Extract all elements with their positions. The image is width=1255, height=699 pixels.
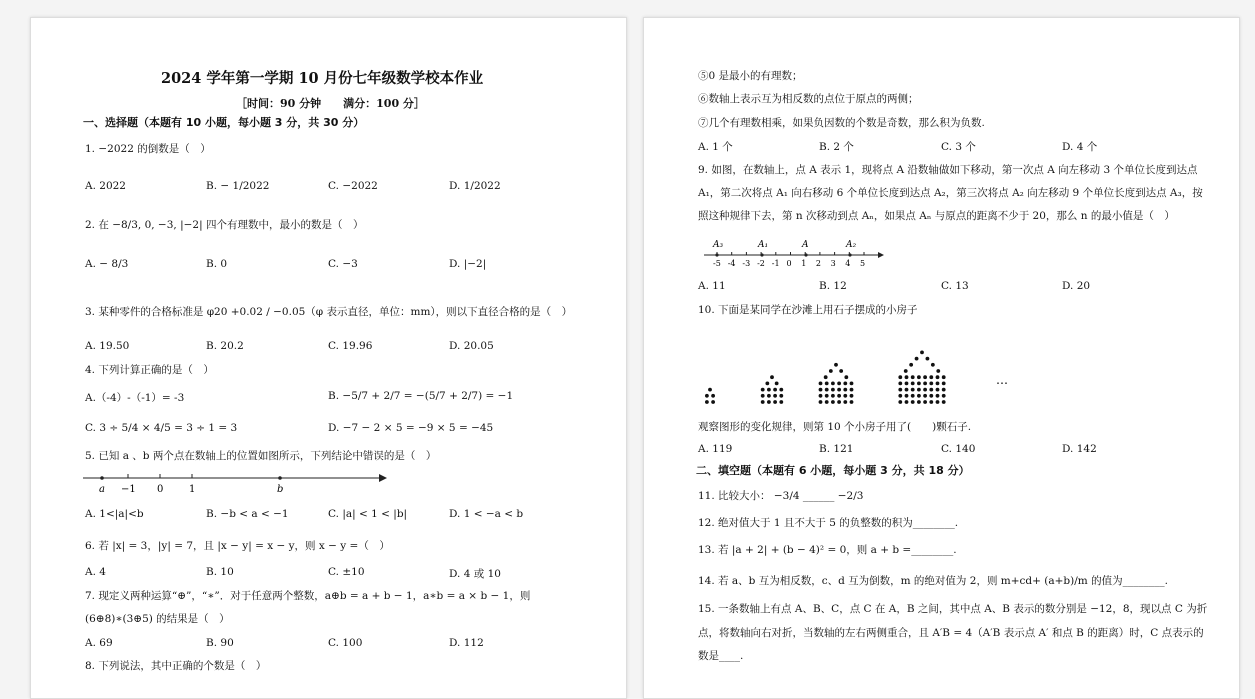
- q9-tick-label: 0: [786, 259, 792, 268]
- stone-dot: [929, 382, 933, 386]
- q3-option-b: B. 20.2: [206, 340, 244, 352]
- stone-dot: [911, 400, 915, 404]
- stone-dot: [837, 394, 841, 398]
- question-9: 9. 如图，在数轴上，点 A 表示 1，现将点 A 沿数轴做如下移动，第一次点 A 向左移动 3 个单位长度到达点: [698, 164, 1198, 176]
- q8-option-b: B. 2 个: [819, 141, 854, 153]
- stone-dot: [767, 400, 771, 404]
- axis-label-b: b: [277, 484, 284, 495]
- stone-dot: [767, 394, 771, 398]
- stone-dot: [923, 388, 927, 392]
- stone-dot: [831, 400, 835, 404]
- q9-tick-label: -2: [757, 259, 765, 268]
- stone-dot: [850, 388, 854, 392]
- point-a2: A₂: [846, 240, 857, 250]
- q9-tick-label: -3: [742, 259, 751, 268]
- axis-label-1: 1: [189, 484, 196, 495]
- stone-dot: [917, 394, 921, 398]
- continuation-dots: …: [996, 373, 1008, 387]
- stone-dot: [829, 369, 833, 373]
- stone-dot: [911, 394, 915, 398]
- q4-option-c: C. 3 ÷ 5/4 × 4/5 = 3 ÷ 1 = 3: [85, 422, 238, 434]
- q1-option-d: D. 1/2022: [449, 180, 501, 192]
- stone-dot: [825, 388, 829, 392]
- q10-stone-houses-figure: [700, 324, 1030, 406]
- stone-dot: [711, 400, 715, 404]
- q7-option-c: C. 100: [328, 637, 363, 649]
- stone-dot: [850, 394, 854, 398]
- stone-dot: [905, 400, 909, 404]
- stone-dot: [819, 394, 823, 398]
- stone-dot: [773, 394, 777, 398]
- q9-tick-label: 3: [830, 259, 836, 268]
- q7-option-a: A. 69: [85, 637, 113, 649]
- stone-dot: [767, 388, 771, 392]
- q9-tick-label: 2: [815, 259, 821, 268]
- stone-dot: [936, 394, 940, 398]
- stone-dot: [911, 388, 915, 392]
- q10-option-b: B. 121: [819, 443, 854, 455]
- stone-dot: [761, 400, 765, 404]
- stone-dot: [911, 382, 915, 386]
- stone-dot: [936, 400, 940, 404]
- q10-option-a: A. 119: [698, 443, 733, 455]
- stone-dot: [898, 375, 902, 379]
- stone-dot: [711, 394, 715, 398]
- stone-dot: [831, 394, 835, 398]
- q1-option-b: B. − 1/2022: [206, 180, 270, 192]
- q10-option-c: C. 140: [941, 443, 976, 455]
- stone-dot: [770, 375, 774, 379]
- question-6: 6. 若 |x| = 3，|y| = 7，且 |x − y| = x − y，则 x − y =（ ）: [85, 540, 390, 552]
- q9-option-a: A. 11: [698, 280, 726, 292]
- stone-dot: [905, 375, 909, 379]
- document-title: 2024 学年第一学期 10 月份七年级数学校本作业: [161, 70, 484, 87]
- q9-option-c: C. 13: [941, 280, 969, 292]
- stone-dot: [905, 382, 909, 386]
- stone-dot: [773, 388, 777, 392]
- q9-number-line: [702, 236, 892, 268]
- stone-dot: [942, 388, 946, 392]
- stone-dot: [775, 382, 779, 386]
- stone-dot: [898, 394, 902, 398]
- q5-number-line: [81, 468, 391, 498]
- q9-tick-label: -4: [727, 259, 736, 268]
- q5-option-c: C. |a| < 1 < |b|: [328, 508, 408, 520]
- question-15-line3: 数是____.: [698, 650, 744, 662]
- question-7-cont: (6⊕8)∗(3⊕5) 的结果是（ ）: [85, 613, 230, 625]
- q6-option-b: B. 10: [206, 566, 234, 578]
- q8-option-d: D. 4 个: [1062, 141, 1098, 153]
- stone-dot: [843, 388, 847, 392]
- q2-option-d: D. |−2|: [449, 258, 487, 270]
- q6-option-d: D. 4 或 10: [449, 568, 501, 580]
- stone-dot: [942, 382, 946, 386]
- stone-dot: [843, 400, 847, 404]
- stone-dot: [915, 357, 919, 361]
- stone-dot: [923, 375, 927, 379]
- q9-tick-label: 4: [845, 259, 851, 268]
- stone-dot: [898, 382, 902, 386]
- q7-option-b: B. 90: [206, 637, 234, 649]
- stone-dot: [825, 382, 829, 386]
- q6-option-a: A. 4: [85, 566, 106, 578]
- stone-dot: [837, 382, 841, 386]
- stone-dot: [929, 388, 933, 392]
- stone-dot: [779, 400, 783, 404]
- stone-dot: [705, 400, 709, 404]
- stone-dot: [708, 388, 712, 392]
- question-15: 15. 一条数轴上有点 A、B、C，点 C 在 A，B 之间，其中点 A、B 表示的数分别是 −12，8，现以点 C 为折: [698, 603, 1208, 615]
- stone-dot: [834, 363, 838, 367]
- stone-dot: [839, 369, 843, 373]
- question-11: 11. 比较大小： −3/4 ______ −2/3: [698, 490, 864, 502]
- section-heading-choice: 一、选择题（本题有 10 小题，每小题 3 分，共 30 分）: [83, 116, 365, 129]
- stone-dot: [843, 394, 847, 398]
- stone-dot: [904, 369, 908, 373]
- q5-option-a: A. 1<|a|<b: [85, 508, 144, 520]
- axis-label-0: 0: [157, 484, 164, 495]
- stone-dot: [705, 394, 709, 398]
- document-page-left: [30, 17, 627, 699]
- stone-dot: [761, 394, 765, 398]
- q4-option-d: D. −7 − 2 × 5 = −9 × 5 = −45: [328, 422, 494, 434]
- stone-dot: [819, 382, 823, 386]
- q3-option-d: D. 20.05: [449, 340, 494, 352]
- q4-option-b: B. −5/7 + 2/7 = −(5/7 + 2/7) = −1: [328, 390, 514, 402]
- q8-statement-7: ⑦几个有理数相乘，如果负因数的个数是奇数，那么积为负数.: [698, 117, 985, 129]
- q7-option-d: D. 112: [449, 637, 484, 649]
- question-5: 5. 已知 a 、b 两个点在数轴上的位置如图所示，下列结论中错误的是（ ）: [85, 450, 437, 462]
- question-9-line3: 照这种规律下去，第 n 次移动到点 Aₙ，如果点 Aₙ 与原点的距离不少于 20，那么 n 的最小值是（ ）: [698, 210, 1175, 222]
- section-heading-fill: 二、填空题（本题有 6 小题，每小题 3 分，共 18 分）: [696, 464, 970, 477]
- stone-dot: [825, 400, 829, 404]
- q10-option-d: D. 142: [1062, 443, 1097, 455]
- stone-dot: [917, 375, 921, 379]
- stone-dot: [779, 388, 783, 392]
- question-9-line2: A₁，第二次将点 A₁ 向右移动 6 个单位长度到达点 A₂，第三次将点 A₂ 向左移动 9 个单位长度到达点 A₃，按: [698, 187, 1203, 199]
- point-a1: A₁: [758, 240, 769, 250]
- q2-option-c: C. −3: [328, 258, 358, 270]
- question-8: 8. 下列说法，其中正确的个数是（ ）: [85, 660, 267, 672]
- q8-option-a: A. 1 个: [698, 141, 733, 153]
- q3-option-a: A. 19.50: [85, 340, 130, 352]
- stone-dot: [911, 375, 915, 379]
- stone-dot: [929, 400, 933, 404]
- stone-dot: [779, 394, 783, 398]
- stone-dot: [942, 400, 946, 404]
- q9-tick-label: 5: [860, 259, 866, 268]
- stone-dot: [819, 388, 823, 392]
- stone-dot: [831, 388, 835, 392]
- question-14: 14. 若 a、b 互为相反数，c、d 互为倒数，m 的绝对值为 2，则 m+cd+ (a+b)/m 的值为________.: [698, 575, 1168, 587]
- stone-dot: [942, 394, 946, 398]
- q8-statement-5: ⑤0 是最小的有理数；: [698, 70, 803, 82]
- stone-dot: [926, 357, 930, 361]
- point-a3: A₃: [713, 240, 724, 250]
- question-12: 12. 绝对值大于 1 且不大于 5 的负整数的积为________.: [698, 517, 959, 529]
- q2-option-a: A. − 8/3: [85, 258, 129, 270]
- stone-dot: [837, 388, 841, 392]
- document-page-right: [643, 17, 1240, 699]
- stone-dot: [905, 394, 909, 398]
- axis-label-neg1: −1: [121, 484, 136, 495]
- question-4: 4. 下列计算正确的是（ ）: [85, 364, 214, 376]
- question-1: 1. −2022 的倒数是（ ）: [85, 143, 211, 155]
- stone-dot: [824, 375, 828, 379]
- stone-dot: [837, 400, 841, 404]
- point-a: A: [802, 240, 809, 250]
- stone-dot: [936, 388, 940, 392]
- stone-dot: [831, 382, 835, 386]
- stone-dot: [898, 400, 902, 404]
- stone-dot: [936, 369, 940, 373]
- stone-dot: [917, 382, 921, 386]
- q4-option-a: A.（-4）-（-1）= -3: [85, 392, 185, 404]
- stone-dot: [905, 388, 909, 392]
- q9-option-d: D. 20: [1062, 280, 1091, 292]
- stone-dot: [819, 400, 823, 404]
- q9-tick-label: -1: [771, 259, 780, 268]
- question-10-ask: 观察图形的变化规律，则第 10 个小房子用了( )颗石子.: [698, 421, 972, 433]
- q8-option-c: C. 3 个: [941, 141, 976, 153]
- stone-dot: [942, 375, 946, 379]
- stone-dot: [844, 375, 848, 379]
- question-2: 2. 在 −8/3, 0, −3, |−2| 四个有理数中，最小的数是（ ）: [85, 219, 364, 231]
- question-15-line2: 点，将数轴向右对折，当数轴的左右两侧重合，且 A′B = 4（A′B 表示点 A′ 和点 B 的距离）时，C 点表示的: [698, 627, 1204, 639]
- question-7: 7. 现定义两种运算“⊕”，“∗”．对于任意两个整数，a⊕b = a + b − 1，a∗b = a × b − 1，则: [85, 590, 531, 602]
- q3-option-c: C. 19.96: [328, 340, 373, 352]
- stone-dot: [843, 382, 847, 386]
- q8-statement-6: ⑥数轴上表示互为相反数的点位于原点的两侧；: [698, 93, 919, 105]
- q1-option-a: A. 2022: [85, 180, 126, 192]
- stone-dot: [917, 388, 921, 392]
- stone-dot: [761, 388, 765, 392]
- stone-dot: [917, 400, 921, 404]
- question-13: 13. 若 |a + 2| + (b − 4)² = 0，则 a + b =________.: [698, 544, 957, 556]
- q9-tick-label: -5: [713, 259, 721, 268]
- stone-dot: [929, 394, 933, 398]
- stone-dot: [765, 382, 769, 386]
- q5-option-d: D. 1 < −a < b: [449, 508, 524, 520]
- axis-label-a: a: [99, 484, 105, 495]
- stone-dot: [931, 363, 935, 367]
- stone-dot: [825, 394, 829, 398]
- stone-dot: [929, 375, 933, 379]
- document-subtitle: ［时间：90 分钟 满分：100 分］: [236, 97, 425, 110]
- q9-tick-label: 1: [801, 259, 807, 268]
- stone-dot: [923, 394, 927, 398]
- stone-dot: [923, 382, 927, 386]
- stone-dot: [909, 363, 913, 367]
- q2-option-b: B. 0: [206, 258, 228, 270]
- q5-option-b: B. −b < a < −1: [206, 508, 289, 520]
- q9-option-b: B. 12: [819, 280, 847, 292]
- stone-dot: [773, 400, 777, 404]
- stone-dot: [850, 382, 854, 386]
- question-3: 3. 某种零件的合格标准是 φ20 +0.02 / −0.05（φ 表示直径，单位：mm），则以下直径合格的是（ ）: [85, 306, 573, 318]
- q6-option-c: C. ±10: [328, 566, 365, 578]
- stone-dot: [936, 382, 940, 386]
- stone-dot: [850, 400, 854, 404]
- stone-dot: [923, 400, 927, 404]
- stone-dot: [920, 351, 924, 355]
- question-10: 10. 下面是某同学在沙滩上用石子摆成的小房子: [698, 304, 918, 316]
- stone-dot: [898, 388, 902, 392]
- q1-option-c: C. −2022: [328, 180, 378, 192]
- stone-dot: [936, 375, 940, 379]
